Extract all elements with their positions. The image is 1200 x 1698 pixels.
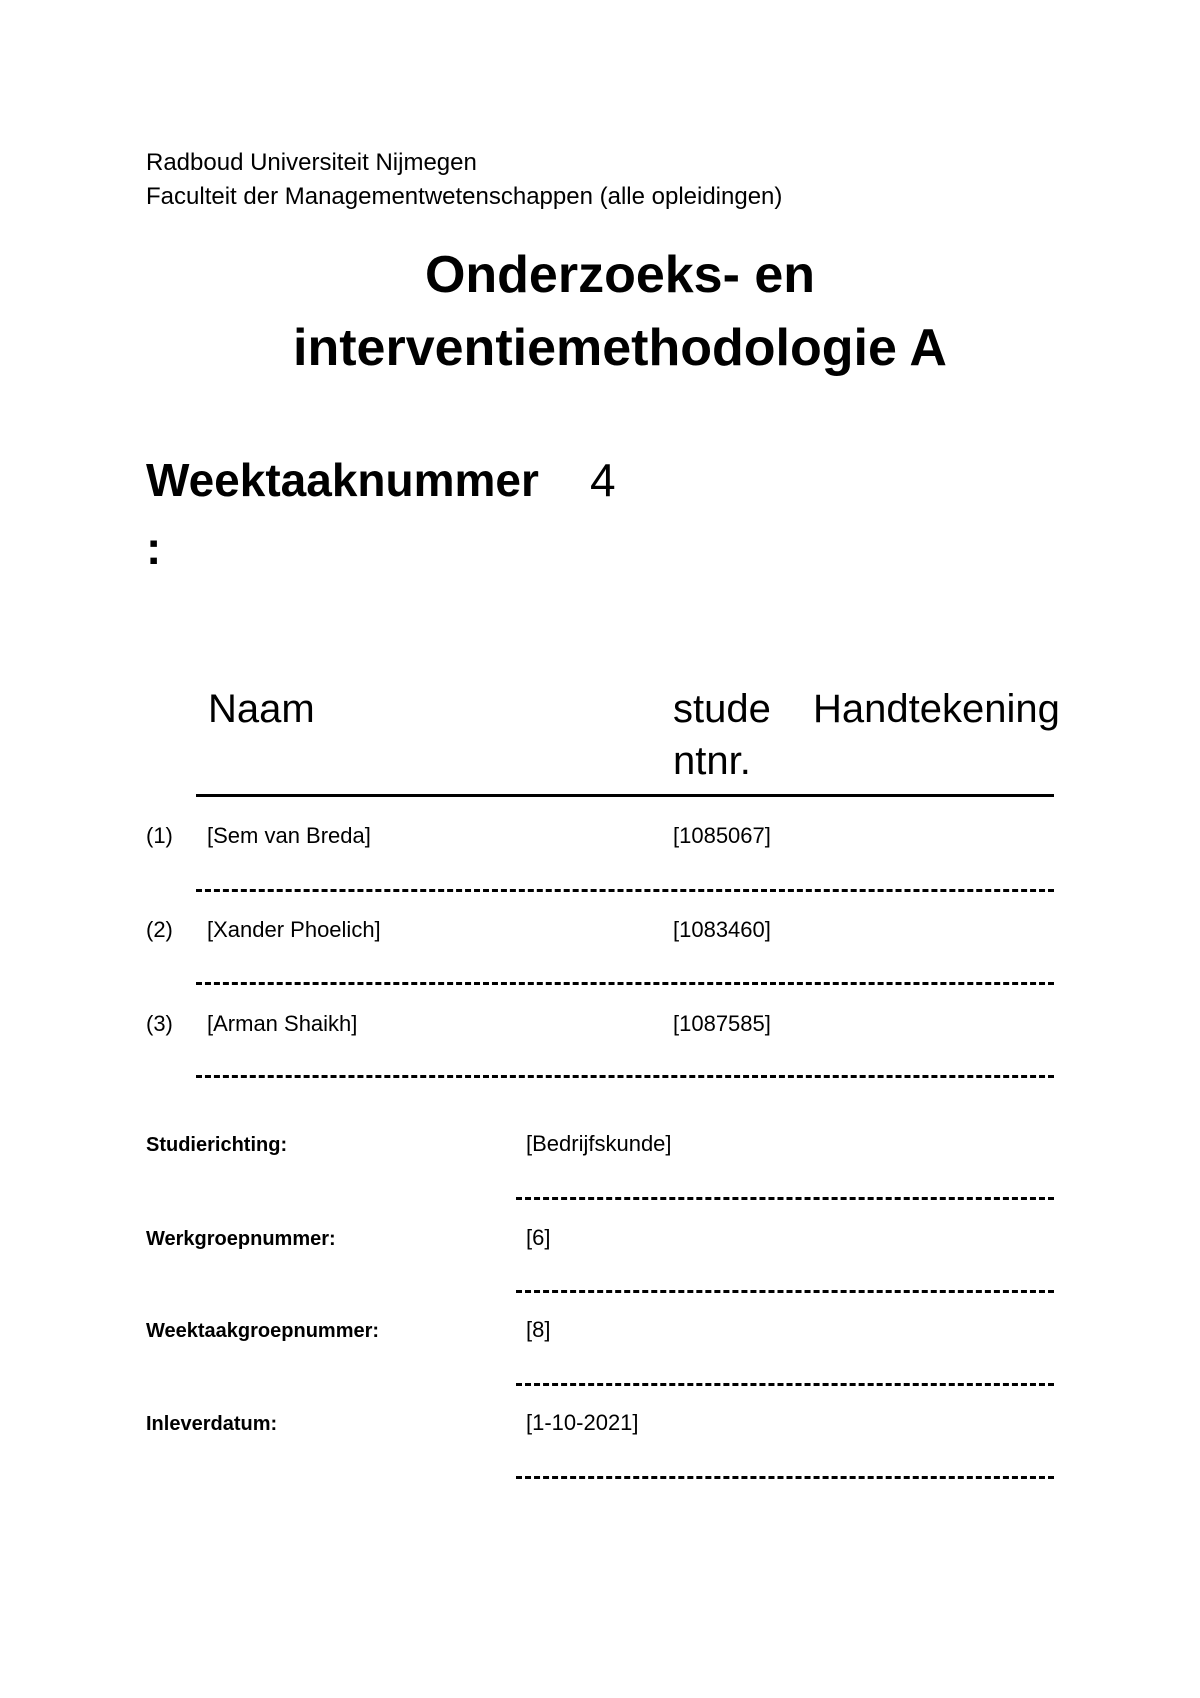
field-label-werkgroepnummer: Werkgroepnummer: <box>146 1228 336 1250</box>
student-name: [Sem van Breda] <box>207 823 371 848</box>
faculty-name: Faculteit der Managementwetenschappen (alle opleidingen) <box>146 183 783 210</box>
assignment-number-value: 4 <box>590 454 616 506</box>
student-number: [1087585] <box>673 1011 771 1036</box>
course-title-line-1: Onderzoeks- en <box>424 246 816 304</box>
row-index: (3) <box>146 1011 173 1036</box>
institution-name: Radboud Universiteit Nijmegen <box>146 149 477 176</box>
field-value-studierichting: [Bedrijfskunde] <box>526 1131 672 1156</box>
row-index: (1) <box>146 823 173 848</box>
field-value-inleverdatum: [1-10-2021] <box>526 1410 639 1435</box>
assignment-number-label: Weektaaknummer <box>146 454 539 506</box>
field-label-studierichting: Studierichting: <box>146 1134 288 1156</box>
field-value-werkgroepnummer: [6] <box>526 1225 551 1250</box>
row-divider <box>196 889 1054 892</box>
student-name: [Xander Phoelich] <box>207 917 381 942</box>
field-divider <box>516 1383 1054 1386</box>
field-divider <box>516 1476 1054 1479</box>
field-divider <box>516 1197 1054 1200</box>
student-number: [1083460] <box>673 917 771 942</box>
student-number: [1085067] <box>673 823 771 848</box>
course-title-line-2: interventiemethodologie A <box>293 319 947 377</box>
column-header-signature: Handtekening <box>813 687 1060 731</box>
table-header-divider <box>196 794 1054 797</box>
student-name: [Arman Shaikh] <box>207 1011 358 1036</box>
column-header-student-number: studentnr. <box>673 687 771 783</box>
row-index: (2) <box>146 917 173 942</box>
field-label-weektaakgroepnummer: Weektaakgroepnummer: <box>146 1320 380 1342</box>
row-divider <box>196 982 1054 985</box>
field-label-inleverdatum: Inleverdatum: <box>146 1413 278 1435</box>
column-header-name: Naam <box>208 687 315 731</box>
assignment-number-colon: : <box>146 522 162 574</box>
field-divider <box>516 1290 1054 1293</box>
row-divider <box>196 1075 1054 1078</box>
field-value-weektaakgroepnummer: [8] <box>526 1317 551 1342</box>
